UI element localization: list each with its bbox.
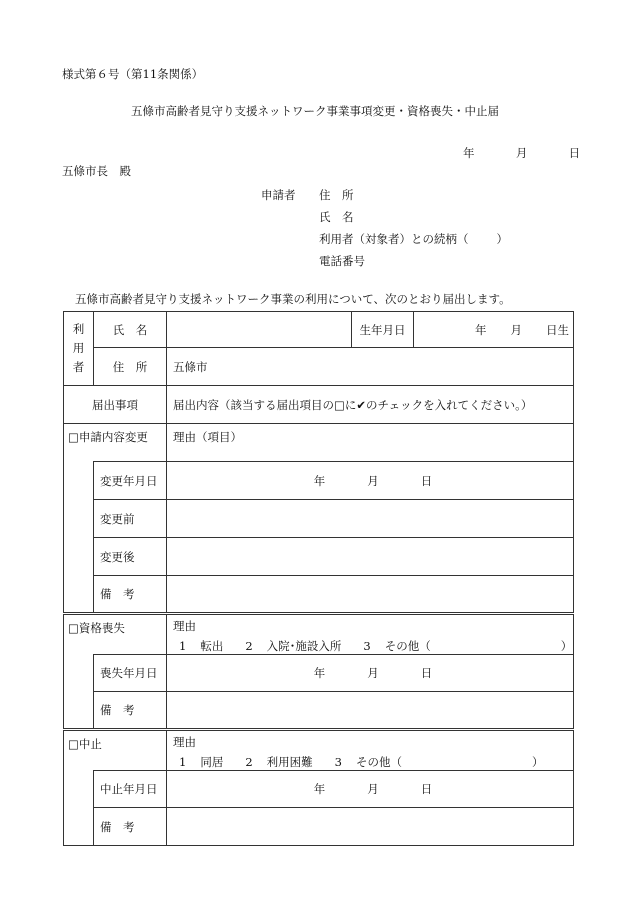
loss-opt3-close: ） (560, 639, 573, 653)
user-address-value: 五條市 (173, 359, 208, 374)
change-before-label: 変更前 (94, 500, 167, 538)
applicant-relation (319, 231, 508, 247)
applicant-name-label: 氏 名 (319, 210, 354, 224)
date-year: 年 (463, 146, 475, 160)
birth-year: 年 (475, 322, 487, 337)
stop-opt2-num: 2 (245, 755, 253, 769)
change-after-field[interactable] (167, 538, 574, 576)
loss-opt1-num: 1 (179, 639, 187, 653)
change-before-field[interactable] (167, 500, 574, 538)
change-after-label: 変更後 (94, 538, 167, 576)
birth-day: 日生 (546, 322, 569, 337)
form-title: 五條市高齢者見守り支援ネットワーク事業事項変更・資格喪失・中止届 (131, 104, 499, 118)
change-checkbox-label[interactable]: □申請内容変更 (64, 424, 167, 462)
loss-opt2: 入院･施設入所 (266, 639, 342, 653)
user-label-cell (64, 312, 94, 386)
loss-date-label: 喪失年月日 (94, 655, 167, 692)
date-month: 月 (515, 146, 528, 160)
birth-date-label: 生年月日 (352, 312, 414, 348)
change-remarks-label: 備 考 (94, 576, 167, 614)
stop-checkbox-label[interactable]: □中止 (64, 730, 167, 771)
stop-day: 日 (420, 782, 433, 796)
loss-opt1: 転出 (200, 639, 224, 653)
stop-opt2: 利用困難 (266, 755, 313, 769)
loss-reason-cell[interactable] (167, 614, 574, 655)
change-date-field[interactable] (167, 462, 574, 500)
loss-opt3: その他（ (384, 639, 431, 653)
loss-remarks-label: 備 考 (94, 692, 167, 730)
loss-remarks-field[interactable] (167, 692, 574, 730)
stop-date-label: 中止年月日 (94, 771, 167, 808)
applicant-address-label: 住 所 (319, 188, 354, 202)
notice-content-header: 届出内容（該当する届出項目の□に✔のチェックを入れてください。） (167, 386, 574, 424)
user-address-field[interactable] (167, 348, 574, 386)
addressee: 五條市長 殿 (62, 164, 131, 178)
user-address-label: 住 所 (94, 348, 167, 386)
relation-label: 利用者（対象者）との続柄（ (319, 232, 469, 246)
birth-month: 月 (510, 322, 522, 337)
loss-year: 年 (313, 666, 326, 680)
stop-remarks-label: 備 考 (94, 808, 167, 846)
stop-year: 年 (313, 782, 326, 796)
loss-reason: 理由 (173, 619, 196, 633)
stop-opt1: 同居 (200, 755, 224, 769)
stop-opt1-num: 1 (179, 755, 187, 769)
stop-opt3: その他（ (355, 755, 402, 769)
loss-checkbox-label[interactable]: □資格喪失 (64, 614, 167, 655)
stop-opt3-close: ） (531, 755, 544, 769)
change-year: 年 (313, 473, 326, 488)
user-name-label: 氏 名 (94, 312, 167, 348)
loss-day: 日 (420, 666, 433, 680)
submit-date (463, 145, 580, 161)
loss-opt3-num: 3 (363, 639, 371, 653)
birth-date-field[interactable] (414, 312, 574, 348)
date-day: 日 (568, 146, 581, 160)
loss-date-field[interactable] (167, 655, 574, 692)
notice-form-table (63, 311, 574, 846)
intro-text: 五條市高齢者見守り支援ネットワーク事業の利用について、次のとおり届出します。 (75, 292, 511, 306)
stop-remarks-field[interactable] (167, 808, 574, 846)
stop-opt3-num: 3 (334, 755, 342, 769)
change-remarks-field[interactable] (167, 576, 574, 614)
applicant-phone-label: 電話番号 (319, 254, 365, 268)
notice-item-header: 届出事項 (64, 386, 167, 424)
relation-close: ） (496, 232, 508, 246)
change-date-label: 変更年月日 (94, 462, 167, 500)
loss-opt2-num: 2 (245, 639, 253, 653)
change-month: 月 (367, 473, 379, 488)
applicant-label: 申請者 (261, 188, 296, 202)
form-number: 様式第６号（第11条関係） (62, 67, 204, 81)
user-label: 利用者 (72, 322, 85, 374)
loss-month: 月 (367, 666, 379, 680)
stop-reason: 理由 (173, 735, 196, 749)
stop-month: 月 (367, 782, 379, 796)
change-reason[interactable]: 理由（項目） (167, 424, 574, 462)
change-day: 日 (420, 473, 433, 488)
user-name-field[interactable] (167, 312, 352, 348)
stop-date-field[interactable] (167, 771, 574, 808)
stop-reason-cell[interactable] (167, 730, 574, 771)
